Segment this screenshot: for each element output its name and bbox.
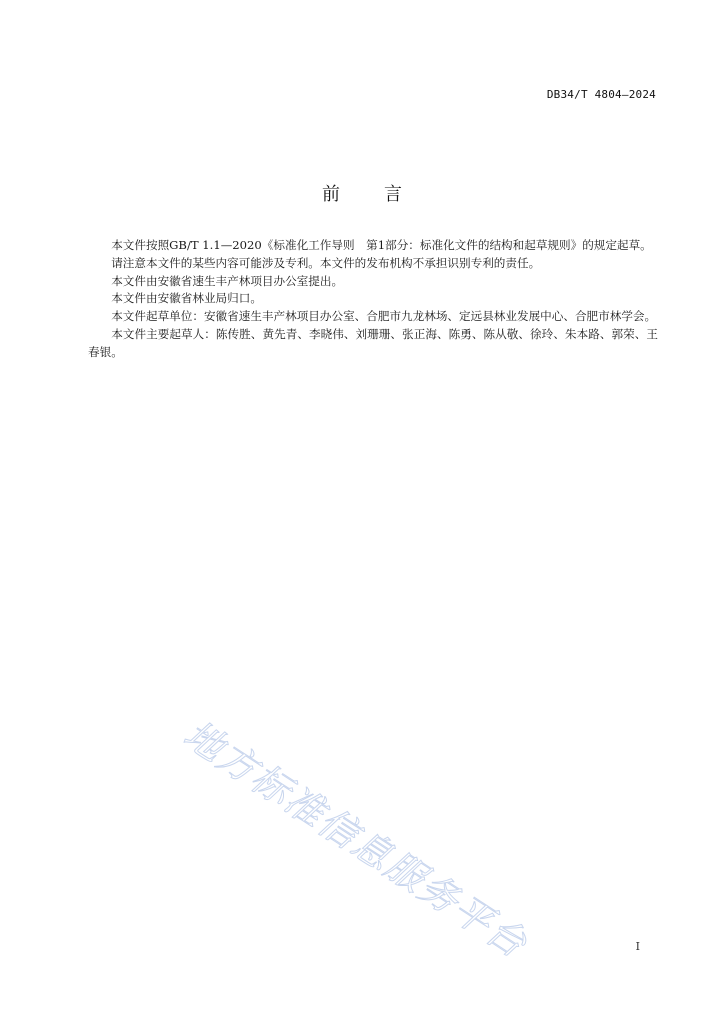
foreword-body [88, 237, 658, 362]
page-title: 前言 [322, 184, 446, 205]
paragraph-patent-notice: 请注意本文件的某些内容可能涉及专利。本文件的发布机构不承担识别专利的责任。 [111, 255, 541, 270]
paragraph-proposer: 本文件由安徽省速生丰产林项目办公室提出。 [111, 273, 344, 288]
paragraph-drafters: 本文件主要起草人：陈传胜、黄先青、李晓伟、刘珊珊、张正海、陈勇、陈从敬、徐玲、朱本路、郭荣、王春银。 [88, 326, 658, 359]
watermark: 地方标准信息服务平台 [176, 711, 536, 967]
page-number: I [635, 940, 640, 953]
paragraph-drafting-units: 本文件起草单位：安徽省速生丰产林项目办公室、合肥市九龙林场、定远县林业发展中心、合肥市林学会。 [111, 309, 657, 324]
paragraph-centralized-by: 本文件由安徽省林业局归口。 [111, 291, 262, 306]
paragraph-drafting-rules: 本文件按照GB/T 1.1—2020《标准化工作导则 第1部分：标准化文件的结构和起草规则》的规定起草。 [111, 238, 652, 252]
document-code: DB34/T 4804—2024 [546, 88, 656, 101]
